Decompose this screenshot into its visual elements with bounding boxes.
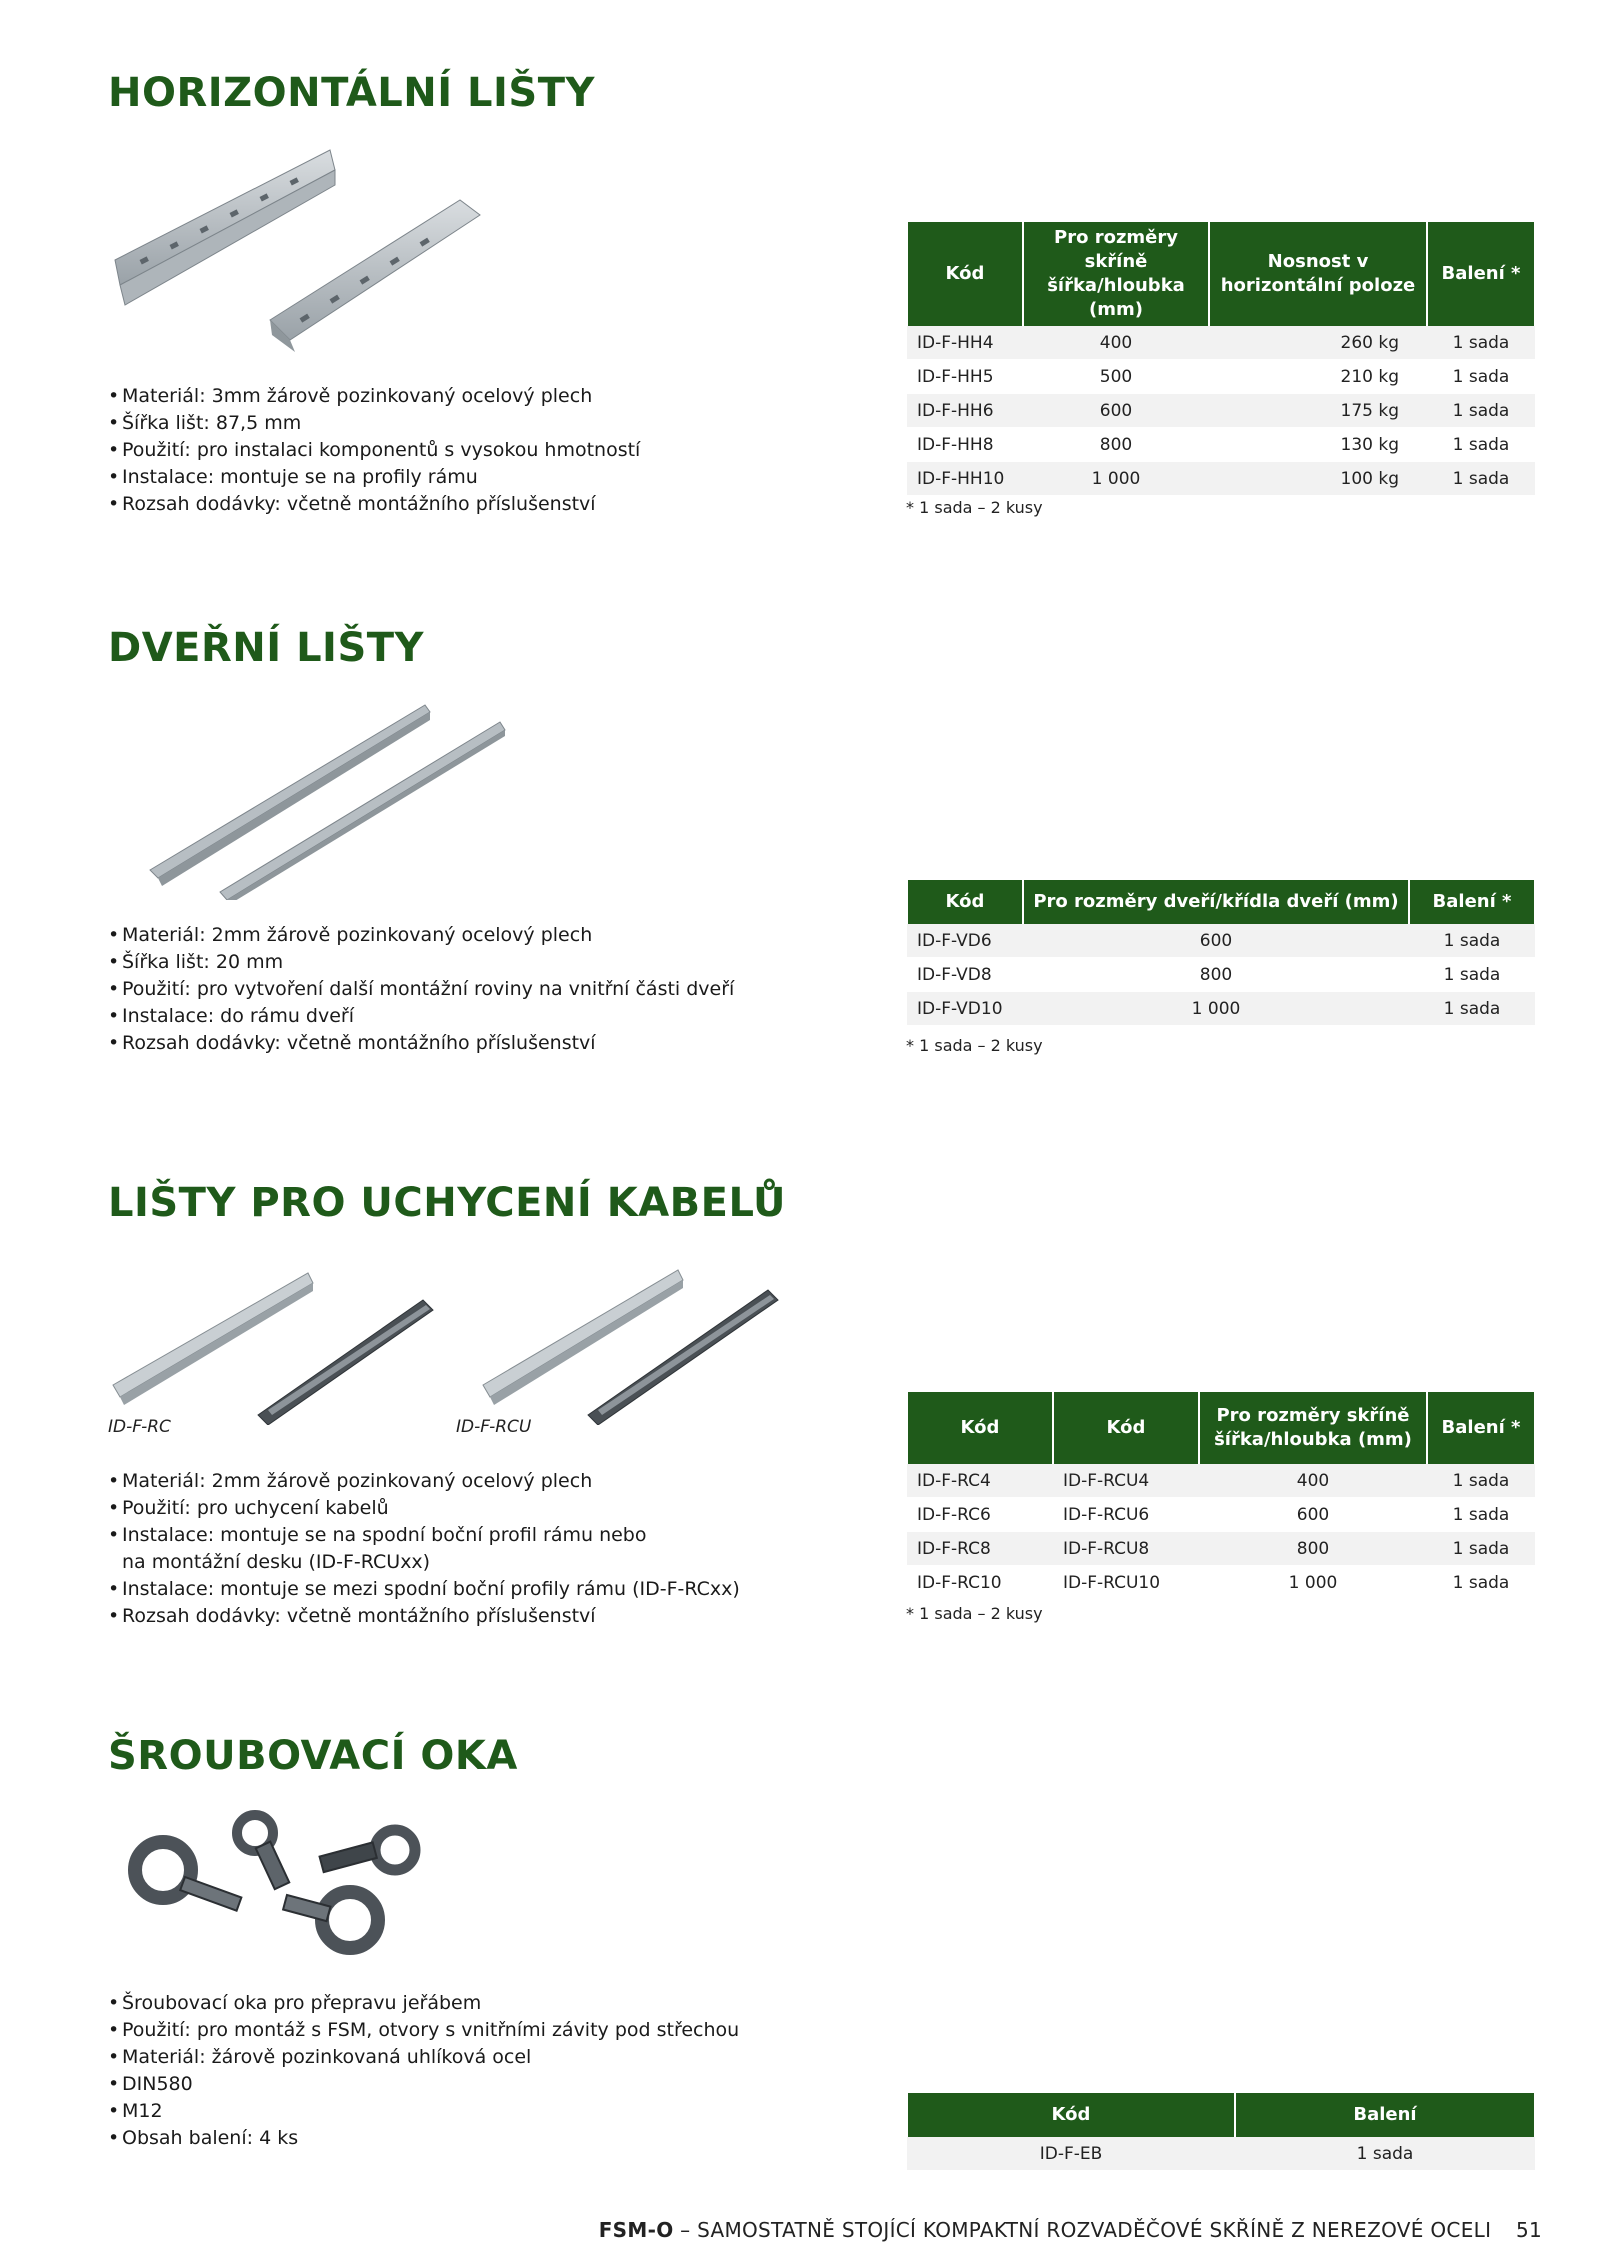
table-row xyxy=(907,1566,1535,1600)
table-row xyxy=(907,2137,1535,2171)
table-row xyxy=(907,360,1535,394)
cell-code: ID-F-EB xyxy=(907,2137,1235,2171)
table-row xyxy=(907,1464,1535,1498)
cell-size: 400 xyxy=(1199,1464,1427,1498)
spec-item-continuation: na montážní desku (ID-F-RCUxx) xyxy=(122,1551,431,1573)
col-header: Kód xyxy=(907,880,1023,924)
table-row xyxy=(907,326,1535,360)
col-header: Kód xyxy=(907,2093,1235,2137)
cell-pack: 1 sada xyxy=(1427,1498,1535,1532)
spec-item: • Použití: pro montáž s FSM, otvory s vnitřními závity pod střechou xyxy=(108,2017,739,2044)
spec-item: • Materiál: 2mm žárově pozinkovaný ocelový plech xyxy=(108,1468,740,1495)
spec-item: • Šířka lišt: 87,5 mm xyxy=(108,410,640,437)
cell-pack: 1 sada xyxy=(1427,428,1535,462)
cell-load: 175 kg xyxy=(1209,394,1427,428)
cell-size: 1 000 xyxy=(1023,462,1209,496)
cell-code: ID-F-RC10 xyxy=(907,1566,1053,1600)
col-header: Pro rozměry skříně šířka/hloubka (mm) xyxy=(1199,1392,1427,1464)
cell-pack: 1 sada xyxy=(1409,924,1535,958)
horizontal-rails-specs xyxy=(108,383,640,518)
cell-size: 600 xyxy=(1023,394,1209,428)
spec-item: • Instalace: montuje se na spodní boční profil rámu nebo xyxy=(108,1522,740,1549)
col-header: Pro rozměry skříně šířka/hloubka (mm) xyxy=(1023,222,1209,326)
cell-size: 500 xyxy=(1023,360,1209,394)
packaging-note: * 1 sada – 2 kusy xyxy=(906,498,1043,517)
col-header: Balení * xyxy=(1409,880,1535,924)
spec-item: • Použití: pro uchycení kabelů xyxy=(108,1495,740,1522)
door-rails-specs xyxy=(108,922,734,1057)
eye-bolts-image xyxy=(115,1805,475,1965)
cell-code: ID-F-VD10 xyxy=(907,992,1023,1026)
page-number: 51 xyxy=(1515,2218,1542,2242)
col-header: Balení xyxy=(1235,2093,1535,2137)
page-footer xyxy=(599,2218,1542,2242)
table-row xyxy=(907,992,1535,1026)
packaging-note: * 1 sada – 2 kusy xyxy=(906,1604,1043,1623)
cell-pack: 1 sada xyxy=(1427,1566,1535,1600)
spec-item: • Použití: pro vytvoření další montážní roviny na vnitřní části dveří xyxy=(108,976,734,1003)
col-header: Kód xyxy=(907,222,1023,326)
cell-code: ID-F-RCU6 xyxy=(1053,1498,1199,1532)
spec-item: • Rozsah dodávky: včetně montážního příslušenství xyxy=(108,1030,734,1057)
cell-size: 800 xyxy=(1023,428,1209,462)
col-header: Pro rozměry dveří/křídla dveří (mm) xyxy=(1023,880,1409,924)
cell-code: ID-F-RCU10 xyxy=(1053,1566,1199,1600)
cell-size: 600 xyxy=(1199,1498,1427,1532)
cell-code: ID-F-VD6 xyxy=(907,924,1023,958)
cell-pack: 1 sada xyxy=(1427,1464,1535,1498)
spec-item: • Použití: pro instalaci komponentů s vysokou hmotností xyxy=(108,437,640,464)
spec-item: • Rozsah dodávky: včetně montážního příslušenství xyxy=(108,491,640,518)
cell-code: ID-F-RCU8 xyxy=(1053,1532,1199,1566)
cable-rails-table xyxy=(906,1392,1536,1600)
spec-item: • Materiál: žárově pozinkovaná uhlíková ocel xyxy=(108,2044,739,2071)
col-header: Balení * xyxy=(1427,1392,1535,1464)
spec-item: • DIN580 xyxy=(108,2071,739,2098)
table-row xyxy=(907,958,1535,992)
cell-pack: 1 sada xyxy=(1427,326,1535,360)
spec-item: • M12 xyxy=(108,2098,739,2125)
spec-item: • Materiál: 2mm žárově pozinkovaný ocelový plech xyxy=(108,922,734,949)
cell-pack: 1 sada xyxy=(1427,394,1535,428)
cell-load: 260 kg xyxy=(1209,326,1427,360)
cell-code: ID-F-VD8 xyxy=(907,958,1023,992)
spec-item: • Šroubovací oka pro přepravu jeřábem xyxy=(108,1990,739,2017)
cable-rail-rcu-image xyxy=(478,1260,808,1425)
cell-load: 130 kg xyxy=(1209,428,1427,462)
caption-rc: ID-F-RC xyxy=(108,1417,171,1437)
section-title-eye-bolts: ŠROUBOVACÍ OKA xyxy=(108,1733,518,1779)
cable-rails-specs xyxy=(108,1468,740,1630)
section-title-cable-rails: LIŠTY PRO UCHYCENÍ KABELŮ xyxy=(108,1180,787,1226)
cell-load: 100 kg xyxy=(1209,462,1427,496)
packaging-note: * 1 sada – 2 kusy xyxy=(906,1036,1043,1055)
cell-pack: 1 sada xyxy=(1427,1532,1535,1566)
cell-code: ID-F-HH5 xyxy=(907,360,1023,394)
cable-rail-rc-image xyxy=(108,1265,438,1425)
footer-brand: FSM-O xyxy=(598,2218,674,2242)
cell-code: ID-F-HH10 xyxy=(907,462,1023,496)
horizontal-rails-image xyxy=(100,140,500,370)
caption-rcu: ID-F-RCU xyxy=(456,1417,532,1437)
cell-size: 600 xyxy=(1023,924,1409,958)
cell-size: 1 000 xyxy=(1199,1566,1427,1600)
cell-code: ID-F-HH8 xyxy=(907,428,1023,462)
cell-pack: 1 sada xyxy=(1427,360,1535,394)
spec-item: • Instalace: montuje se na profily rámu xyxy=(108,464,640,491)
col-header: Kód xyxy=(1053,1392,1199,1464)
table-row xyxy=(907,924,1535,958)
horizontal-rails-table xyxy=(906,222,1536,496)
cell-load: 210 kg xyxy=(1209,360,1427,394)
table-row xyxy=(907,462,1535,496)
footer-text: – SAMOSTATNĚ STOJÍCÍ KOMPAKTNÍ ROZVADĚČOVÉ SKŘÍNĚ Z NEREZOVÉ OCELI xyxy=(673,2218,1492,2242)
cell-pack: 1 sada xyxy=(1409,958,1535,992)
table-row xyxy=(907,1498,1535,1532)
cell-code: ID-F-RC8 xyxy=(907,1532,1053,1566)
section-title-horizontal-rails: HORIZONTÁLNÍ LIŠTY xyxy=(108,70,595,116)
cell-size: 1 000 xyxy=(1023,992,1409,1026)
cell-pack: 1 sada xyxy=(1235,2137,1535,2171)
col-header: Kód xyxy=(907,1392,1053,1464)
eye-bolts-specs xyxy=(108,1990,739,2152)
cell-code: ID-F-HH6 xyxy=(907,394,1023,428)
spec-item: • Šířka lišt: 20 mm xyxy=(108,949,734,976)
cell-pack: 1 sada xyxy=(1427,462,1535,496)
col-header: Nosnost v horizontální poloze xyxy=(1209,222,1427,326)
spec-item: • Obsah balení: 4 ks xyxy=(108,2125,739,2152)
cell-code: ID-F-RC6 xyxy=(907,1498,1053,1532)
spec-item: • Instalace: do rámu dveří xyxy=(108,1003,734,1030)
cell-code: ID-F-RC4 xyxy=(907,1464,1053,1498)
cell-code: ID-F-HH4 xyxy=(907,326,1023,360)
cell-code: ID-F-RCU4 xyxy=(1053,1464,1199,1498)
eye-bolts-table xyxy=(906,2093,1536,2171)
cell-size: 400 xyxy=(1023,326,1209,360)
table-row xyxy=(907,1532,1535,1566)
cell-size: 800 xyxy=(1199,1532,1427,1566)
table-row xyxy=(907,394,1535,428)
cell-pack: 1 sada xyxy=(1409,992,1535,1026)
spec-item: • Rozsah dodávky: včetně montážního příslušenství xyxy=(108,1603,740,1630)
table-row xyxy=(907,428,1535,462)
section-title-door-rails: DVEŘNÍ LIŠTY xyxy=(108,625,424,671)
spec-item: • Instalace: montuje se mezi spodní boční profily rámu (ID-F-RCxx) xyxy=(108,1576,740,1603)
spec-item: • Materiál: 3mm žárově pozinkovaný ocelový plech xyxy=(108,383,640,410)
door-rails-table xyxy=(906,880,1536,1026)
cell-size: 800 xyxy=(1023,958,1409,992)
door-rails-image xyxy=(130,700,510,900)
col-header: Balení * xyxy=(1427,222,1535,326)
